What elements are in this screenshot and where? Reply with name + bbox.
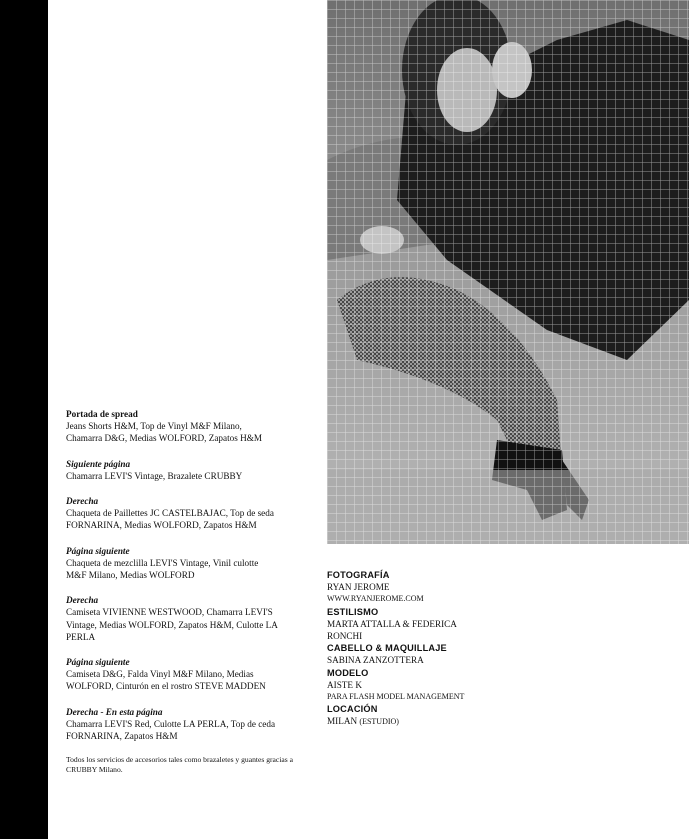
photography-label: FOTOGRAFÍA bbox=[327, 570, 390, 580]
credit-line: FORNARINA, Medias WOLFORD, Zapatos H&M bbox=[66, 520, 257, 531]
fashion-photo bbox=[327, 0, 689, 544]
model-name: AISTE K bbox=[327, 679, 362, 690]
credit-line: WOLFORD, Cinturón en el rostro STEVE MADDEN bbox=[66, 681, 266, 692]
credit-block bbox=[66, 594, 316, 643]
hair-makeup-name: SABINA ZANZOTTERA bbox=[327, 655, 424, 666]
credit-block bbox=[66, 706, 316, 743]
credit-line: Chaqueta de Paillettes JC CASTELBAJAC, Top de seda bbox=[66, 508, 274, 519]
credit-title: Página siguiente bbox=[66, 657, 130, 668]
credit-line: Vintage, Medias WOLFORD, Zapatos H&M, Culotte LA bbox=[66, 619, 278, 630]
credit-title: Portada de spread bbox=[66, 409, 138, 419]
credit-line: Camiseta VIVIENNE WESTWOOD, Chamarra LEVI'S bbox=[66, 607, 273, 618]
credit-line: PERLA bbox=[66, 631, 96, 642]
credit-line: Jeans Shorts H&M, Top de Vinyl M&F Milano, bbox=[66, 421, 242, 432]
credit-title: Derecha - En esta página bbox=[66, 706, 163, 717]
photo-illustration bbox=[327, 0, 689, 544]
location-line bbox=[327, 715, 547, 728]
credit-line: M&F Milano, Medias WOLFORD bbox=[66, 570, 195, 581]
location-city: MILAN bbox=[327, 716, 358, 727]
credit-title: Siguiente página bbox=[66, 458, 131, 469]
styling-label: ESTILISMO bbox=[327, 606, 379, 617]
stylist-names: MARTA ATTALLA & FEDERICA bbox=[327, 618, 457, 629]
location-label: LOCACIÓN bbox=[327, 704, 378, 715]
photographer-url: WWW.RYANJEROME.COM bbox=[327, 594, 424, 604]
credit-block bbox=[66, 458, 316, 482]
credit-line: Chamarra LEVI'S Red, Culotte LA PERLA, Top de ceda bbox=[66, 718, 276, 729]
stylist-names-cont: RONCHI bbox=[327, 631, 363, 642]
credit-title: Derecha bbox=[66, 496, 99, 507]
credit-line: FORNARINA, Zapatos H&M bbox=[66, 731, 178, 742]
clothing-credits bbox=[66, 408, 316, 775]
model-agency: PARA FLASH MODEL MANAGEMENT bbox=[327, 692, 465, 702]
credit-block bbox=[66, 495, 316, 532]
credit-block bbox=[66, 545, 316, 582]
credit-line: Chaqueta de mezclilla LEVI'S Vintage, Vinil culotte bbox=[66, 557, 259, 568]
credit-title: Derecha bbox=[66, 595, 99, 606]
credit-line: Chamarra D&G, Medias WOLFORD, Zapatos H&M bbox=[66, 433, 263, 444]
photographer-name: RYAN JEROME bbox=[327, 582, 390, 593]
location-detail: (ESTUDIO) bbox=[359, 717, 399, 727]
accessories-note: Todos los servicios de accesorios tales como brazaletes y guantes gracias a CRUBBY Milano. bbox=[66, 755, 293, 775]
hair-makeup-label: CABELLO & MAQUILLAJE bbox=[327, 643, 447, 654]
credit-line: Camiseta D&G, Falda Vinyl M&F Milano, Medias bbox=[66, 669, 254, 680]
credit-title: Página siguiente bbox=[66, 545, 130, 556]
credit-block bbox=[66, 656, 316, 693]
credit-block bbox=[66, 408, 316, 445]
model-label: MODELO bbox=[327, 667, 369, 678]
staff-credits bbox=[327, 569, 547, 729]
left-black-bar bbox=[0, 0, 48, 839]
credit-line: Chamarra LEVI'S Vintage, Brazalete CRUBBY bbox=[66, 470, 243, 481]
